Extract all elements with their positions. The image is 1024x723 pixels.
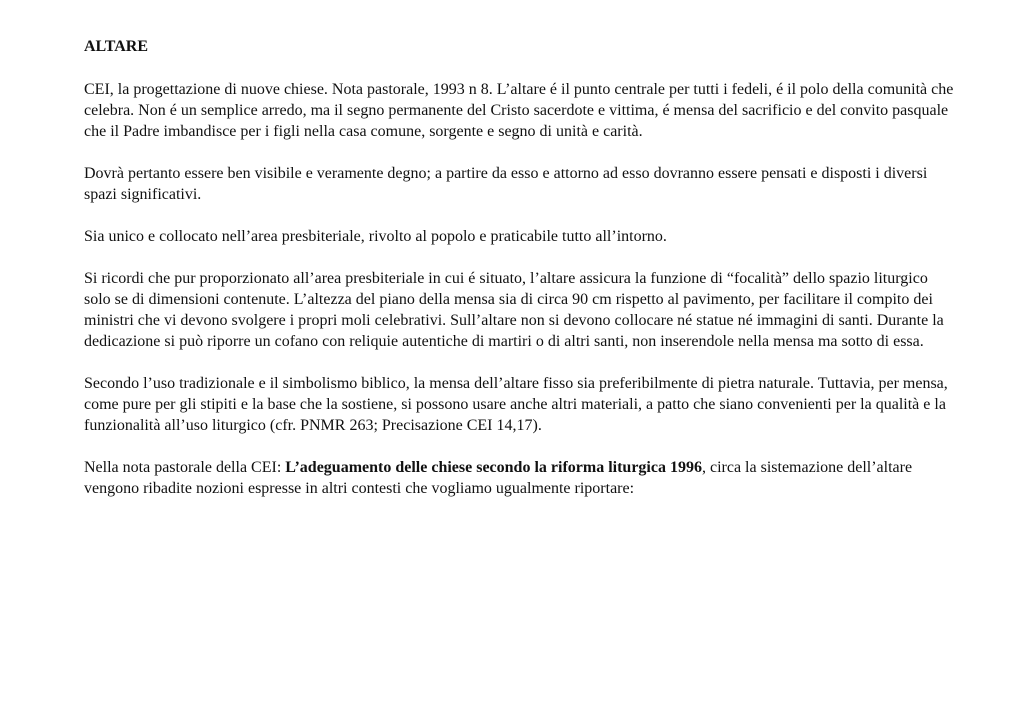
document-body [84,36,954,520]
cei-note-prefix: Nella nota pastorale della CEI: [84,459,286,476]
paragraph-materials: Secondo l’uso tradizionale e il simbolismo biblico, la mensa dell’altare fisso sia preferibilmente di pietra naturale. Tuttavia, per mensa, come pure per gli stipiti e la base che la sostiene, si possono usare anche altri materiali, a patto che siano convenienti per la qualità e la funzionalità all’uso liturgico (cfr. PNMR 263; Precisazione CEI 14,17). [84,375,948,434]
paragraph-visibility: Dovrà pertanto essere ben visibile e veramente degno; a partire da esso e attorno ad esso dovranno essere pensati e disposti i diversi spazi significativi. [84,165,928,203]
document-title: ALTARE [84,38,149,55]
paragraph-intro: CEI, la progettazione di nuove chiese. Nota pastorale, 1993 n 8. L’altare é il punto centrale per tutti i fedeli, é il polo della comunità che celebra. Non é un semplice arredo, ma il segno permanente del Cristo sacerdote e vittima, é mensa del sacrificio e del convito pasquale che il Padre imbandisce per i figli nella casa comune, sorgente e segno di unità e carità. [84,81,954,140]
paragraph-placement: Sia unico e collocato nell’area presbiteriale, rivolto al popolo e praticabile tutto all’intorno. [84,228,667,245]
cei-note-suffix: , circa la sistemazione dell’altare vengono ribadite nozioni espresse in altri contesti che vogliamo ugualmente riportare: [84,459,913,497]
paragraph-dimensions: Si ricordi che pur proporzionato all’area presbiteriale in cui é situato, l’altare assicura la funzione di “focalità” dello spazio liturgico solo se di dimensioni contenute. L’altezza del piano della mensa sia di circa 90 cm rispetto al pavimento, per facilitare il compito dei ministri che vi devono svolgere i propri moli celebrativi. Sull’altare non si devono collocare né statue né immagini di santi. Durante la dedicazione si può riporre un cofano con reliquie autentiche di martiri o di altri santi, non inserendole nella mensa ma sotto di essa. [84,270,944,350]
cei-note-document-title: L’adeguamento delle chiese secondo la riforma liturgica 1996 [285,459,702,476]
paragraph-cei-note [84,457,954,499]
